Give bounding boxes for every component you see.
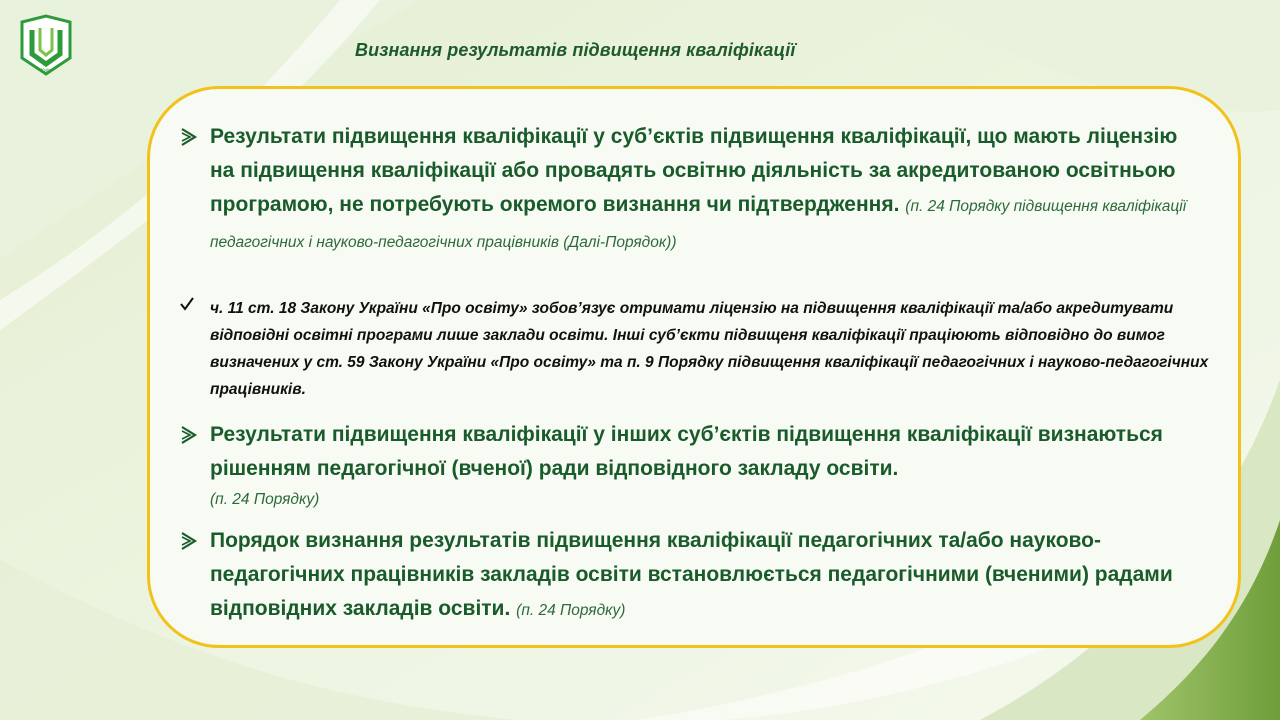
list-item [178,120,1200,260]
arrow-bullet-icon [178,126,200,148]
item-reference: (п. 24 Порядку) [516,602,626,619]
item-reference: (п. 24 Порядку) [210,491,320,508]
slide-title: Визнання результатів підвищення кваліфікації [355,40,796,60]
list-item [178,524,1200,628]
item-text: Результати підвищення кваліфікації у інших суб’єктів підвищення кваліфікації визнаються рішенням педагогічної (вченої) ради відповідного закладу освіти. [210,423,1163,480]
item-reference: (п. 24 Порядку підвищення кваліфікації педагогічних і науково-педагогічних працівників (Далі-Порядок)) [210,198,1187,251]
item-text: Порядок визнання результатів підвищення кваліфікації педагогічних та/або науково-педагогічних працівників закладів освіти встановлюється педагогічними (вченими) радами відповідних закладів освіти. [210,529,1173,620]
institution-logo-icon [18,14,74,76]
logo-text: Київ [41,68,51,74]
list-item [178,418,1200,514]
item-text: ч. 11 ст. 18 Закону України «Про освіту» зобов’язує отримати ліцензію на підвищення кваліфікації та/або акредитувати відповідні освітні програми лише заклади освіти. Інші суб’єкти підвищеня кваліфікації праціюють відповідно до вимог визначених у ст. 59 Закону України «Про освіту» та п. 9 Порядку підвищення кваліфікації педагогічних і науково-педагогічних працівників. [210,300,1209,398]
arrow-bullet-icon [178,530,200,552]
item-text: Результати підвищення кваліфікації у суб’єктів підвищення кваліфікації, що мають ліцензію на підвищення кваліфікації або провадять освітню діяльність за акредитованою освітньою програмою, не потребують окремого визнання чи підтвердження [210,125,1178,216]
arrow-bullet-icon [178,424,200,446]
checkmark-icon [178,295,196,313]
item-suffix: . [893,193,900,216]
list-item [178,295,1240,403]
